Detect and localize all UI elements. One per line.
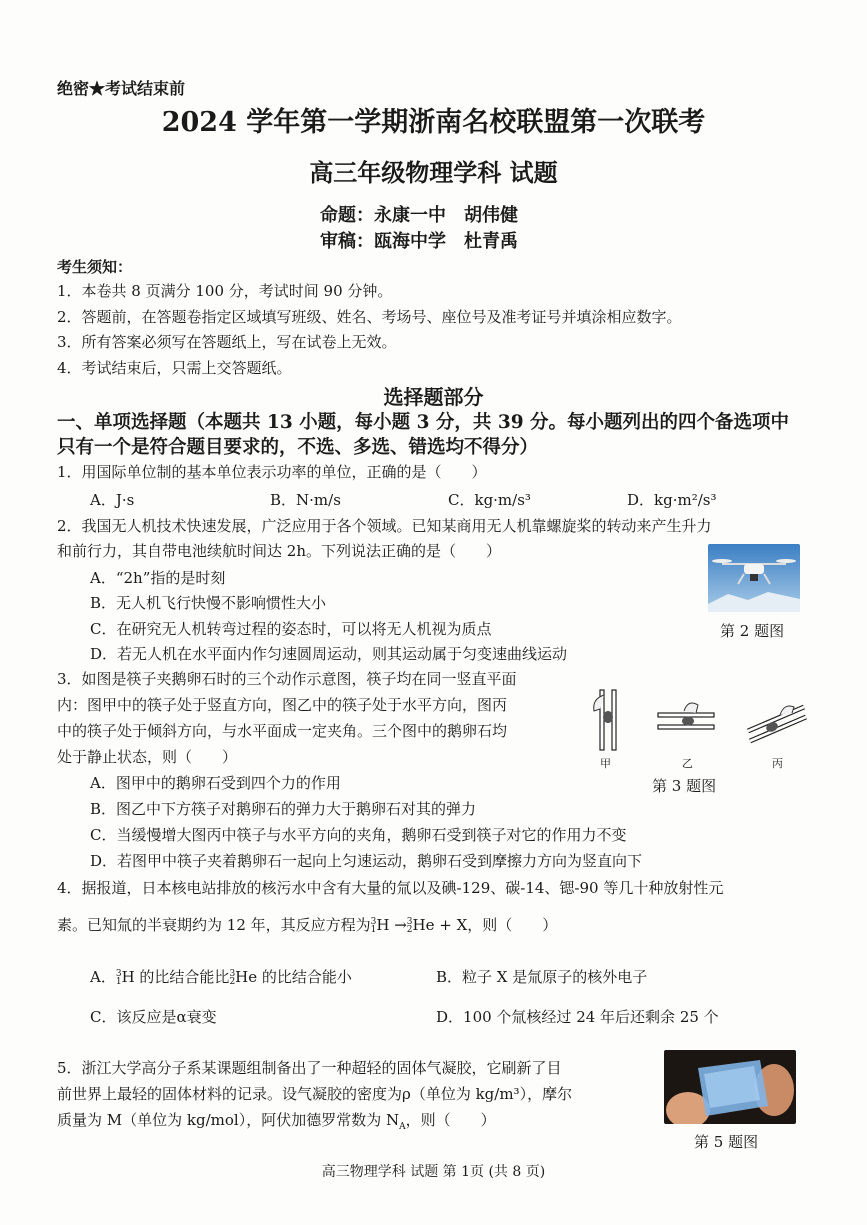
q5-stem-line: 5．浙江大学高分子系某课题组制备出了一种超轻的固体气凝胶，它刷新了目	[57, 1059, 562, 1077]
q4-option-d: D．100 个氚核经过 24 年后还剩余 25 个	[436, 1008, 719, 1026]
q1-option-a: A．J·s	[90, 491, 135, 509]
notice-item: 4．考试结束后，只需上交答题纸。	[57, 359, 292, 377]
page-footer: 高三物理学科 试题 第 1页 (共 8 页)	[321, 1164, 546, 1180]
figure-label-jia: 甲	[600, 757, 611, 770]
q4-option-a: A． 3 1 H 的比结合能比 3 2 He 的比结合能小	[90, 968, 352, 987]
secret-label: 绝密★考试结束前	[57, 79, 186, 98]
q2-option-a: A．“2h”指的是时刻	[90, 569, 226, 587]
notice-item: 1．本卷共 8 页满分 100 分，考试时间 90 分钟。	[57, 282, 393, 300]
part-heading: 一、单项选择题（本题共 13 小题，每小题 3 分，共 39 分。每小题列出的四个备选项中	[57, 412, 790, 433]
reviewer-line: 审稿：瓯海中学 杜青禹	[320, 231, 518, 252]
page-subtitle: 高三年级物理学科 试题	[309, 158, 558, 187]
figure-caption: 第 2 题图	[720, 622, 785, 640]
q2-option-c: C．在研究无人机转弯过程的姿态时，可以将无人机视为质点	[90, 620, 492, 638]
aerogel-image	[664, 1050, 796, 1124]
notice-item: 2．答题前，在答题卷指定区域填写班级、姓名、考场号、座位号及准考证号并填涂相应数字。	[57, 308, 682, 326]
q2-stem-line: 2．我国无人机技术快速发展，广泛应用于各个领域。已知某商用无人机靠螺旋桨的转动来产生升力	[57, 517, 712, 535]
q3-stem-line: 3．如图是筷子夹鹅卵石时的三个动作示意图，筷子均在同一竖直平面	[57, 670, 517, 688]
q2-option-b: B．无人机飞行快慢不影响惯性大小	[90, 594, 327, 612]
q3-option-a: A．图甲中的鹅卵石受到四个力的作用	[90, 774, 341, 792]
figure-caption: 第 3 题图	[652, 777, 717, 795]
q4-option-b: B．粒子 X 是氚原子的核外电子	[436, 968, 648, 986]
q1-option-b: B．N·m/s	[270, 491, 341, 509]
figure-label-yi: 乙	[682, 757, 693, 770]
q1-option-c: C．kg·m/s³	[448, 491, 531, 509]
aerogel-icon	[664, 1050, 796, 1124]
q3-stem-line: 中的筷子处于倾斜方向，与水平面成一定夹角。三个图中的鹅卵石均	[57, 722, 508, 740]
figure-label-bing: 丙	[772, 757, 783, 770]
q1-stem: 1．用国际单位制的基本单位表示功率的单位，正确的是（ ）	[57, 463, 487, 481]
reaction-equation: 3 1 H → 3 2 He + X	[370, 916, 468, 935]
q4-stem-line: 4．据报道，日本核电站排放的核污水中含有大量的氚以及碘-129、碳-14、锶-90 等几十种放射性元	[57, 879, 724, 897]
q4-option-c: C．该反应是α衰变	[90, 1008, 217, 1026]
q3-stem-line: 内：图甲中的筷子处于竖直方向，图乙中的筷子处于水平方向，图丙	[57, 696, 508, 714]
section-title: 选择题部分	[383, 385, 484, 409]
notice-heading: 考生须知：	[57, 258, 133, 276]
q2-stem-line: 和前行力，其自带电池续航时间达 2h。下列说法正确的是（ ）	[57, 542, 501, 560]
figure-caption: 第 5 题图	[694, 1133, 759, 1151]
notice-item: 3．所有答案必须写在答题纸上，写在试卷上无效。	[57, 333, 397, 351]
q4-stem-line2: 素。已知氚的半衰期约为 12 年，其反应方程为 3 1 H → 3 2 He + X，则（ ）	[57, 916, 558, 935]
q5-stem-line3: 质量为 M（单位为 kg/mol），阿伏加德罗常数为 $N_A$，则（ ）	[57, 1111, 496, 1132]
drone-image	[708, 544, 800, 612]
part-heading: 只有一个是符合题目要求的，不选、多选、错选均不得分）	[57, 437, 539, 458]
author-line: 命题：永康一中 胡伟健	[320, 205, 518, 226]
q3-option-b: B．图乙中下方筷子对鹅卵石的弹力大于鹅卵石对其的弹力	[90, 800, 477, 818]
chopsticks-vertical-icon	[594, 690, 616, 750]
q3-stem-line: 处于静止状态，则（ ）	[57, 748, 238, 766]
q1-option-d: D．kg·m²/s³	[627, 491, 717, 509]
chopsticks-inclined-icon	[748, 706, 806, 741]
q2-option-d: D．若无人机在水平面内作匀速圆周运动，则其运动属于匀变速曲线运动	[90, 645, 568, 663]
chopsticks-figure	[590, 685, 810, 753]
chopsticks-horizontal-icon	[658, 703, 714, 729]
q5-stem-line: 前世界上最轻的固体材料的记录。设气凝胶的密度为ρ（单位为 kg/m³），摩尔	[57, 1085, 573, 1103]
q3-option-c: C．当缓慢增大图丙中筷子与水平方向的夹角，鹅卵石受到筷子对它的作用力不变	[90, 826, 627, 844]
q3-option-d: D．若图甲中筷子夹着鹅卵石一起向上匀速运动，鹅卵石受到摩擦力方向为竖直向下	[90, 852, 643, 870]
page-title: 2024 学年第一学期浙南名校联盟第一次联考	[161, 107, 706, 138]
drone-icon	[708, 544, 800, 612]
